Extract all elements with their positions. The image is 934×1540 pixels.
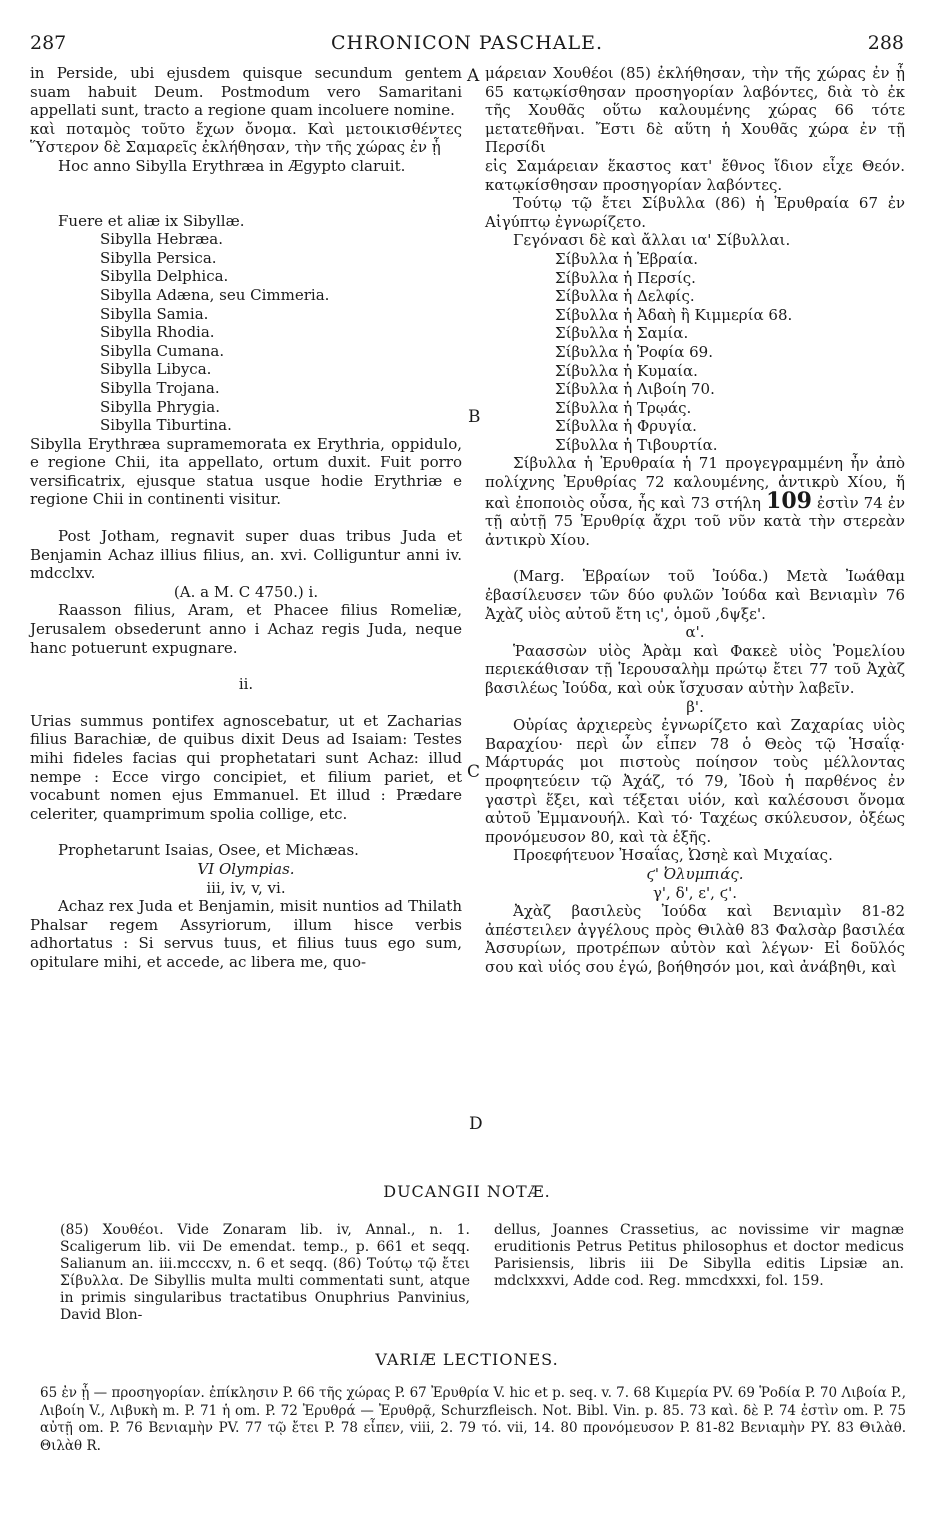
list-item: Σίβυλλα ἡ Φρυγία. bbox=[555, 417, 697, 436]
list-item: Σίβυλλα ἡ Λιβοίη 70. bbox=[555, 380, 715, 399]
list-item: Sibylla Delphica. bbox=[100, 267, 229, 286]
list-item: Sibylla Adæna, seu Cimmeria. bbox=[100, 285, 330, 304]
list-item: Σίβυλλα ἡ Κυμαία. bbox=[555, 361, 698, 380]
latin-para: Raasson filius, Aram, et Phacee filius Romeliæ, Jerusalem obsederunt anno i Achaz regis Juda, neque hanc potuerunt expugnare. bbox=[30, 601, 462, 657]
list-item: Sibylla Cumana. bbox=[100, 341, 225, 360]
column-number: 109 bbox=[766, 487, 812, 514]
latin-year-heading: (A. a M. C 4750.) i. bbox=[173, 582, 319, 601]
margin-letter-c: C bbox=[467, 762, 481, 782]
note-text: dellus, Joannes Crassetius, ac novissime vir magnæ eruditionis Petrus Petitus philosophus et doctor medicus Parisiensis, libris iii De Sibylla editis Lipsiæ an. mdclxxxvi, Adde cod. Reg. mmcdxxxi, fol. 159. bbox=[494, 1222, 904, 1289]
greek-para: Τούτῳ τῷ ἔτει Σίβυλλα (86) ἡ Ἐρυθραία 67 ἐν Αἰγύπτῳ ἐγνωρίζετο. bbox=[485, 194, 905, 231]
greek-olympiad: ϛ' Ὀλυμπιάς. bbox=[646, 864, 744, 883]
page-number-left: 287 bbox=[30, 32, 67, 54]
list-item: Σίβυλλα ἡ Ῥοφία 69. bbox=[555, 342, 713, 361]
latin-para: Achaz rex Juda et Benjamin, misit nuntios ad Thilath Phalsar regem Assyriorum, illum hisce verbis adhortatus : Si servus tuus, et filius tuus ego sum, opitulare mihi, et accede, ac libera me, quo- bbox=[30, 897, 462, 971]
notes-left bbox=[60, 1222, 470, 1324]
page-number-right: 288 bbox=[867, 32, 904, 54]
list-item: Sibylla Hebræa. bbox=[100, 230, 223, 249]
note-text: (85) Χουθέοι. Vide Zonaram lib. iv, Annal., n. 1. Scaligerum lib. vii De emendat. temp., p. 661 et seqq. Salianum an. iii.mcccxv, n. 6 et seqq. (86) Τούτῳ τῷ ἔτει Σίβυλλα. De Sibyllis multa multi commentati sunt, atque in primis singularibus tractatibus Onuphrius Panvinius, David Blon- bbox=[60, 1222, 470, 1323]
latin-para: Hoc anno Sibylla Erythræa in Ægypto claruit. bbox=[58, 156, 406, 175]
latin-para: Post Jotham, regnavit super duas tribus Juda et Benjamin Achaz illius filius, an. xvi. Colliguntur anni iv. mdcclxv. bbox=[30, 527, 462, 583]
latin-column bbox=[30, 64, 462, 972]
list-item: Σίβυλλα ἡ Σαμία. bbox=[555, 324, 689, 343]
latin-section-number: iii, iv, v, vi. bbox=[206, 878, 286, 897]
margin-letter-a: A bbox=[467, 66, 480, 86]
latin-olympiad: VI Olympias. bbox=[197, 859, 295, 878]
running-title: CHRONICON PASCHALE. bbox=[330, 32, 604, 54]
varia-text: 65 ἐν ᾗ — προσηγορίαν. ἐπίκλησιν P. 66 τῆς χώρας P. 67 Ἐρυθρία V. hic et p. seq. v. 7. 68 Κιμερία PV. 69 Ῥοδία P. 70 Λιβοία P., Λιβοίη V., Λιβυκὴ m. P. 71 ἡ om. P. 72 Ἐρυθρά — Ἐρυθρᾷ, Schurzfleisch. Not. Bibl. Vin. p. 85. 73 καὶ. δὲ P. 74 ἐστὶν om. P. 75 αὐτῇ om. P. 76 Βενιαμὴν PV. 77 τῷ ἔτει P. 78 εἶπεν, viii, 2. 79 τό. vii, 14. 80 προνόμευσον P. 81-82 Βενιαμὴν PY. 83 Θιλὰθ. Θιλὰθ R. bbox=[40, 1385, 906, 1454]
notes-right bbox=[494, 1222, 904, 1290]
list-item: Sibylla Phrygia. bbox=[100, 397, 220, 416]
list-item: Sibylla Tiburtina. bbox=[100, 416, 232, 435]
greek-sibyl-list bbox=[485, 250, 905, 455]
list-item: Σίβυλλα ἡ Ἀδαὴ ἢ Κιμμερία 68. bbox=[555, 305, 793, 324]
greek-text: Σίβυλλα ἡ Ἐρυθραία ἡ 71 προγεγραμμένη ἦν ἀπὸ πολίχνης Ἐρυθρίας 72 καλουμένης, ἀντικρὺ Χίου, ἥ καὶ ἐποποιὸς οὖσα, ἧς καὶ 73 στήλη bbox=[485, 454, 905, 512]
greek-section-number: α'. bbox=[685, 623, 705, 642]
list-item: Sibylla Libyca. bbox=[100, 360, 212, 379]
latin-greek-line: καὶ ποταμὸς τοῦτο ἔχων ὄνομα. Καὶ μετοικισθέντες Ὕστερον δὲ Σαμαρεῖς ἐκλήθησαν, τὴν τῆς χώρας ἐν ᾗ bbox=[30, 119, 462, 157]
greek-section-number: γ', δ', ε', ϛ'. bbox=[652, 883, 738, 902]
list-item: Σίβυλλα ἡ Περσίς. bbox=[555, 268, 696, 287]
greek-para: Οὐρίας ἀρχιερεὺς ἐγνωρίζετο καὶ Ζαχαρίας υἱὸς Βαραχίου· περὶ ὧν εἶπεν 78 ὁ Θεὸς τῷ Ἡσαΐᾳ· Μάρτυράς μοι πιστοὺς ποίησον τοὺς μέλλοντας προφητεύειν τῷ Ἀχάζ, τό 79, Ἰδοὺ ἡ παρθένος ἐν γαστρὶ ἕξει, καὶ τέξεται υἱόν, καὶ καλέσουσι ὄνομα αὐτοῦ Ἐμμανουήλ. Καὶ τό· Ταχέως σκύλευσον, ὀξέως προνόμευσον 80, καὶ τὰ ἑξῆς. bbox=[485, 716, 905, 846]
list-item: Sibylla Rhodia. bbox=[100, 323, 215, 342]
running-header bbox=[30, 32, 904, 54]
varia-heading: VARIÆ LECTIONES. bbox=[375, 1350, 559, 1369]
greek-para: μάρειαν Χουθέοι (85) ἐκλήθησαν, τὴν τῆς χώρας ἐν ᾗ 65 κατῳκίσθησαν προσηγορίαν λαβόντες, διὰ τὸ ἐκ τῆς Χουθᾶς οὕτω καλουμένης χώρας 66 τότε μετατεθῆναι. Ἔστι δὲ αὕτη ἡ Χουθᾶς χώρα ἐν τῇ Περσίδι bbox=[485, 64, 905, 157]
list-item: Σίβυλλα ἡ Τρῳάς. bbox=[555, 398, 692, 417]
margin-letter-b: B bbox=[468, 407, 481, 427]
greek-para: Ῥαασσὼν υἱὸς Ἀρὰμ καὶ Φακεὲ υἱὸς Ῥομελίου περιεκάθισαν τῇ Ἱερουσαλὴμ πρώτῳ ἔτει 77 τοῦ Ἀχὰζ βασιλέως Ἰούδα, καὶ οὐκ ἴσχυσαν αὐτὴν λαβεῖν. bbox=[485, 641, 905, 697]
greek-para: εἰς Σαμάρειαν ἕκαστος κατ' ἔθνος ἴδιον εἶχε Θεόν. κατῳκίσθησαν προσηγορίαν λαβόντες. bbox=[485, 156, 905, 194]
greek-para: (Marg. Ἑβραίων τοῦ Ἰούδα.) Μετὰ Ἰωάθαμ ἐβασίλευσεν τῶν δύο φυλῶν Ἰούδα καὶ Βενιαμὶν 76 Ἀχὰζ υἱὸς αὐτοῦ ἔτη ις', ὁμοῦ ,δψξε'. bbox=[485, 567, 905, 623]
greek-para: Προεφήτευον Ἠσαΐας, Ὠσηὲ καὶ Μιχαίας. bbox=[513, 846, 833, 865]
greek-para: Γεγόνασι δὲ καὶ ἄλλαι ια' Σίβυλλαι. bbox=[513, 231, 791, 250]
varia-lectiones bbox=[40, 1385, 906, 1455]
notes-heading: DUCANGII NOTÆ. bbox=[383, 1182, 551, 1201]
greek-section-number: β'. bbox=[686, 697, 704, 716]
latin-para: Prophetarunt Isaias, Osee, et Michæas. bbox=[58, 841, 359, 860]
latin-section-number: ii. bbox=[238, 675, 254, 694]
latin-para: Fuere et aliæ ix Sibyllæ. bbox=[58, 211, 245, 230]
greek-column bbox=[485, 64, 905, 977]
greek-para bbox=[485, 454, 905, 549]
greek-text: ἐστὶν 74 ἐν τῇ αὐτῇ 75 Ἐρυθρίᾳ ἄχρι τοῦ νῦν κατὰ τὴν στερεὰν ἀντικρὺ Χίου. bbox=[485, 493, 905, 549]
latin-para: in Perside, ubi ejusdem quisque secundum gentem suam habuit Deum. Postmodum vero Samaritani appellati sunt, tracto a regione quam incoluere nomine. bbox=[30, 64, 462, 120]
list-item: Sibylla Samia. bbox=[100, 304, 209, 323]
latin-para: Sibylla Erythræa supramemorata ex Erythria, oppidulo, e regione Chii, ita appellato, ortum duxit. Fuit porro versificatrix, ejusque statua usque hodie Erythriæ e regione Chii in continenti visitur. bbox=[30, 434, 462, 509]
greek-para: Ἀχὰζ βασιλεὺς Ἰούδα καὶ Βενιαμὶν 81-82 ἀπέστειλεν ἀγγέλους πρὸς Θιλὰθ 83 Φαλσὰρ βασιλέα Ἀσσυρίων, προτρέπων αὐτὸν καὶ λέγων· Εἰ δοῦλός σου καὶ υἱός σου ἐγώ, βοήθησόν μοι, καὶ ἀνάβηθι, καὶ bbox=[485, 902, 905, 976]
list-item: Sibylla Persica. bbox=[100, 248, 217, 267]
list-item: Σίβυλλα ἡ Δελφίς. bbox=[555, 287, 695, 306]
list-item: Sibylla Trojana. bbox=[100, 378, 220, 397]
latin-para: Urias summus pontifex agnoscebatur, ut et Zacharias filius Barachiæ, de quibus dixit Deus ad Isaiam: Testes mihi fideles facias qui prophetatari sunt Achaz: illud nempe : Ecce virgo concipiet, et filium pariet, et vocabunt nomen ejus Emmanuel. Et illud : Prædare celeriter, quamprimum spolia collige, etc. bbox=[30, 711, 462, 823]
latin-sibyl-list bbox=[30, 230, 462, 435]
margin-letter-d: D bbox=[469, 1114, 483, 1134]
list-item: Σίβυλλα ἡ Τιβουρτία. bbox=[555, 435, 718, 454]
list-item: Σίβυλλα ἡ Ἑβραία. bbox=[555, 249, 698, 268]
